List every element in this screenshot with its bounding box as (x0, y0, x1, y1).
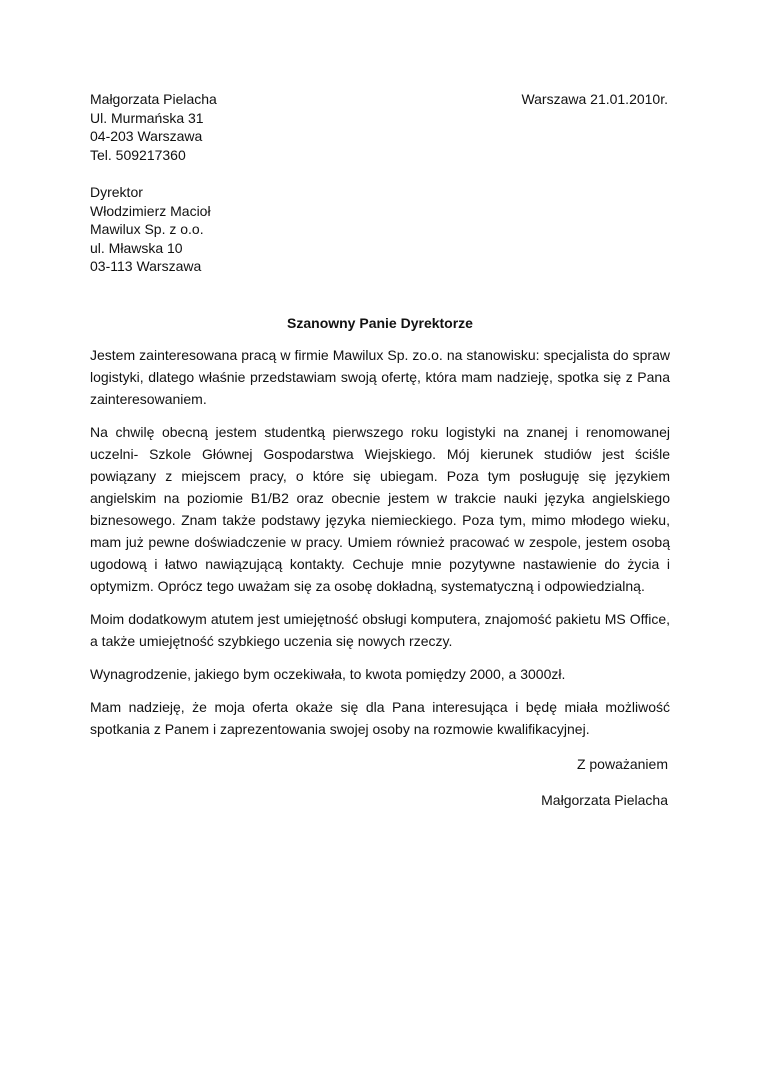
recipient-address-block (90, 183, 211, 276)
salutation-heading: Szanowny Panie Dyrektorze (287, 315, 473, 331)
letter-body (90, 344, 670, 751)
body-paragraph-skills: Moim dodatkowym atutem jest umiejętność obsługi komputera, znajomość pakietu MS Office, a także umiejętność szybkiego uczenia się nowych rzeczy. (90, 611, 670, 649)
recipient-name: Włodzimierz Macioł (90, 202, 211, 219)
body-paragraph-salary: Wynagrodzenie, jakiego bym oczekiwała, to kwota pomiędzy 2000, a 3000zł. (90, 666, 566, 682)
recipient-company: Mawilux Sp. z o.o. (90, 221, 204, 237)
body-paragraph-intro: Jestem zainteresowana pracą w firmie Mawilux Sp. zo.o. na stanowisku: specjalista do spraw logistyki, dlatego właśnie przedstawiam swoją ofertę, która mam nadzieję, spotka się z Pana zainteresowaniem. (90, 347, 670, 407)
body-paragraph-education: Na chwilę obecną jestem studentką pierwszego roku logistyki na znanej i renomowanej uczelni- Szkole Głównej Gospodarstwa Wiejskiego. Mój kierunek studiów jest ściśle powiązany z miejscem pracy, o które się ubiegam. Poza tym posługuję się językiem angielskim na poziomie B1/B2 oraz obecnie jestem w trakcie nauki języka angielskiego biznesowego. Znam także podstawy języka niemieckiego. Poza tym, mimo młodego wieku, mam już pewne doświadczenie w pracy. Umiem również pracować w zespole, jestem osobą ugodową i łatwo nawiązującą kontakty. Cechuje mnie pozytywne nastawienie do życia i optymizm. Oprócz tego uważam się za osobę dokładną, systematyczną i odpowiedzialną. (90, 424, 670, 594)
recipient-title: Dyrektor (90, 184, 143, 200)
signature-name: Małgorzata Pielacha (541, 792, 668, 808)
sender-city: 04-203 Warszawa (90, 128, 203, 144)
body-paragraph-closing: Mam nadzieję, że moja oferta okaże się dla Pana interesująca i będę miała możliwość spotkania z Panem i zaprezentowania swojej osoby na rozmowie kwalifikacyjnej. (90, 699, 670, 737)
recipient-city: 03-113 Warszawa (90, 258, 202, 274)
recipient-street: ul. Mławska 10 (90, 239, 183, 256)
sender-street: Ul. Murmańska 31 (90, 109, 204, 126)
sender-address-block (90, 90, 217, 164)
sender-phone: Tel. 509217360 (90, 146, 186, 163)
closing-phrase: Z poważaniem (576, 756, 668, 772)
letter-date: Warszawa 21.01.2010r. (521, 91, 668, 107)
sender-name: Małgorzata Pielacha (90, 91, 217, 107)
